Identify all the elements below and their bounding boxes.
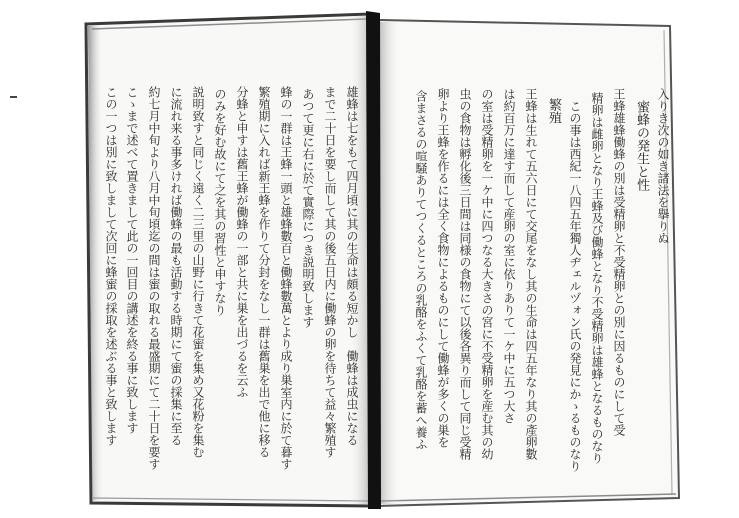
right-page-column: 卵より王蜂を作るには全く食物によるものにして働蜂が多くの巣を [436,88,450,448]
book-spine [366,11,381,509]
left-page-column: この一つは別に致しまして次回に蜂蜜の採取を述ぶる事と致します [104,86,118,446]
right-page-column: 王蜂雄蜂働蜂の別は受精卵と不受精卵との別に因るものにして受 [612,88,626,436]
section-heading: 繁殖 [546,98,561,124]
right-page-column: 入りき次の如き諸法を擧りぬ [656,88,670,244]
section-heading: 蜜蜂の発生と性 [634,100,649,191]
left-page-column: 繁殖期に入れば新王蜂を作りて分封をなし一群は舊巣を出で他に移る [257,86,271,458]
right-page-column: の室は受精卵を一ケ中に四つなる大きさの宮に不受精卵を産む其の幼 [480,88,494,460]
right-page-column: 精卵は雌卵となり王蜂及び働蜂となり不受精卵は雄蜂となるものなり [590,92,604,464]
right-page-column: 虫の食物は孵化後三日間は同様の食物にて以後各異り而して同じ受精 [458,88,472,460]
left-page-column: のみを好む故にて之を其の習性と申すなり [213,88,227,316]
left-page-column: まで二十日を要し而して其の後五日内に働蜂の卵を待ちて益々繁殖す [323,86,337,458]
right-page-column: 王蜂は生れて五六日にて交尾をなし其の生命は四五年なり其の產卵數 [524,88,538,460]
left-page-column: 雄蜂は七をもて四月頃に其の生命は頗る短かし 働蜂は成虫になる [345,86,359,446]
right-page-column: 含まさるの喧騒ありてつくるところの乳酪をふくて乳酪を蓄へ養ふ [414,90,428,450]
left-page-column: 説明致すと同じく遠く二三里の山野に行きて花蜜を集め又花粉を集む [191,86,205,458]
left-page-column: 分蜂と申すは舊王蜂が働蜂の一部と共に巣を出づるを云ふ [235,86,249,398]
right-page-column: は約百万に達す而して産卵の室に依りありて一ケ中に五つ大さ [502,88,516,424]
left-page-column: に流れ来る事多ければ働蜂の最も活動する時期にて蜜の採集に至る [169,86,183,446]
right-page-gutter-shadow [379,22,401,504]
left-page-column: こゝまで述べて置きまして此の一回目の講述を終る事に致します [125,86,139,434]
right-page-column: この事は西紀一八四五年獨人ヂェルヅォン氏の発見にかゝるものなり [568,100,582,472]
left-page-column: あつて更に右に於て實際につき説明致します [301,88,315,328]
left-page-column: 約七月中旬より八月中旬頃迄の間は蜜の取れる最盛期にて二十日を要す [147,86,161,470]
left-page-column: 蜂の一群は王蜂一頭と雄蜂數百と働蜂數萬とより成り巣室内に於て暮す [279,86,293,470]
